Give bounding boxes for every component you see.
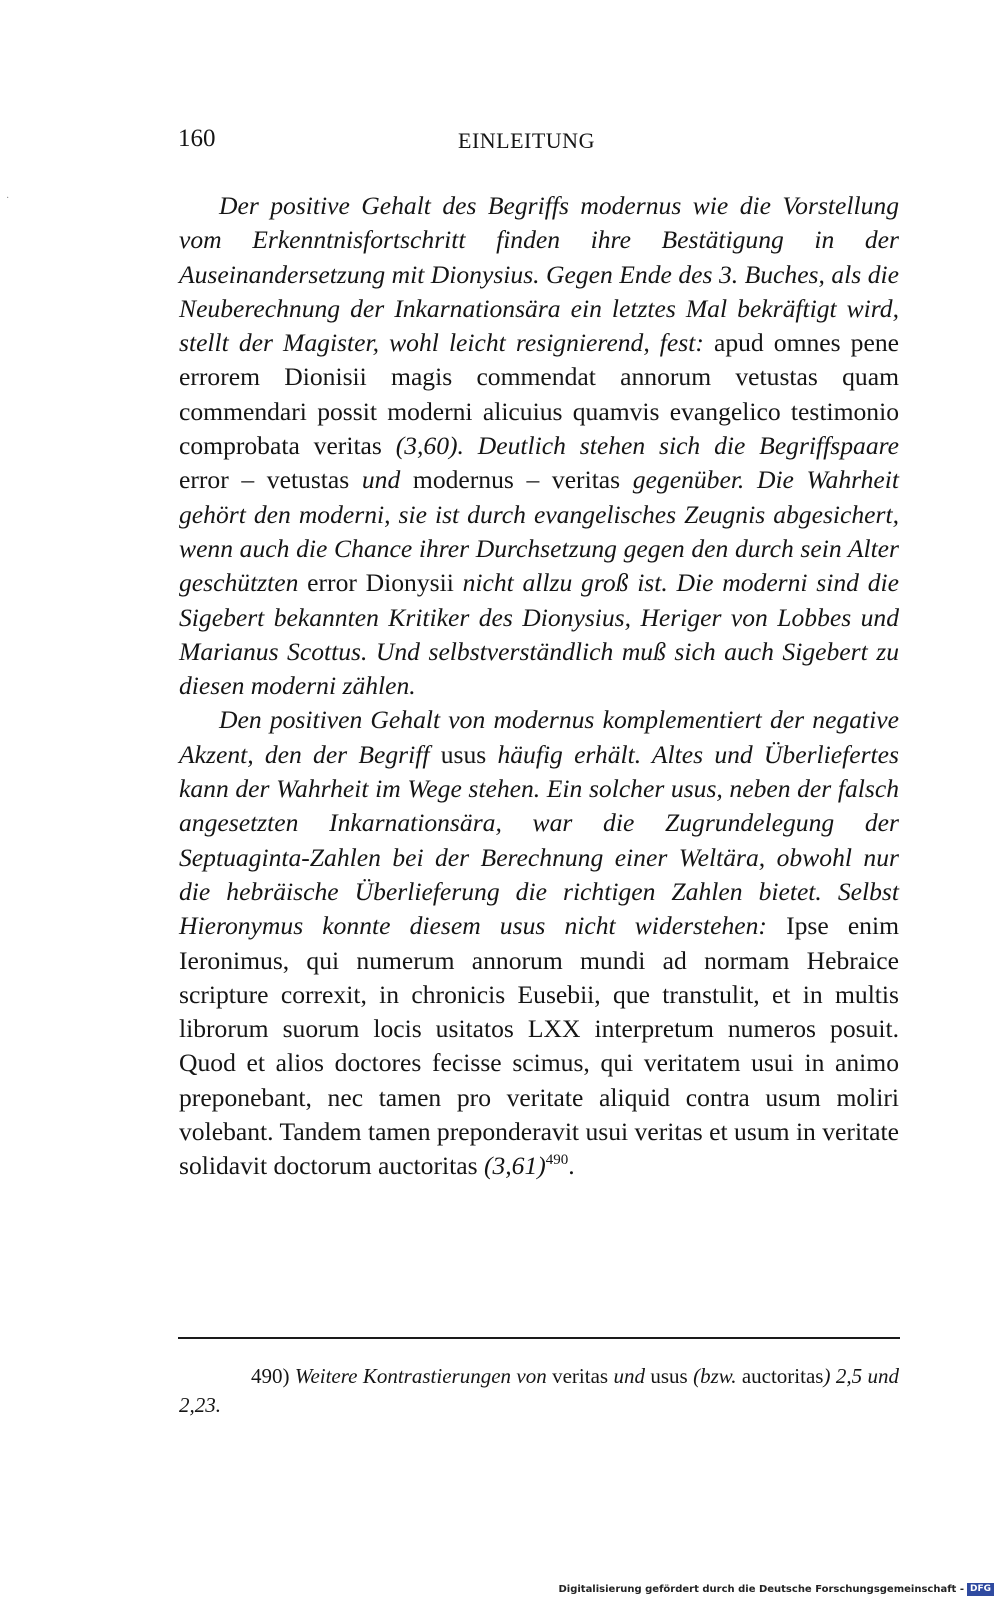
p1-text-1: Der positive Gehalt des Begriffs modernus wie die Vorstellung vom Erkenntnisfortschritt finden ihre Bestätigung in der Auseinandersetzung mit Dionysius. Gegen Ende des 3. Buches, als die Neuberechnung der Inkarnationsära ein letztes Mal bekräftigt wird, stellt der Magister, wohl leicht resignierend, fest: bbox=[179, 191, 899, 358]
body-text bbox=[179, 189, 899, 1184]
p1-text-4: gegenüber. Die Wahrheit gehört den moderni, sie ist durch evangelisches Zeugnis abgesichert, wenn auch die Chance ihrer Durchsetzung gegen den durch sein Alter geschützten bbox=[179, 465, 899, 598]
digitization-credit bbox=[558, 1582, 994, 1596]
page-header bbox=[178, 120, 900, 160]
p1-text-2: (3,60). Deutlich stehen sich die Begriffspaare bbox=[395, 431, 899, 461]
p1-text-5: nicht allzu groß ist. Die moderni sind die Sigebert bekannten Kritiker des Dionysius, Heriger von Lobbes und Marianus Scottus. Und selbstverständlich muß sich auch Sigebert zu diesen moderni zählen. bbox=[179, 568, 899, 701]
dfg-logo-icon: DFG bbox=[967, 1583, 994, 1596]
fn-text-3: (bzw. bbox=[693, 1364, 742, 1388]
fn-term-3: auctoritas bbox=[741, 1364, 824, 1388]
footnote-reference: 490 bbox=[545, 1152, 569, 1169]
p1-term-1: error – vetustas bbox=[179, 465, 362, 495]
p1-text-3: und bbox=[361, 465, 413, 495]
fn-term-2: usus bbox=[650, 1364, 694, 1388]
p1-quote-1: apud omnes pene errorem Dionisii magis commendat annorum vetustas quam commendari possit moderni alicuius quamvis evangelico testimonio comprobata veritas bbox=[179, 328, 899, 461]
credit-text: Digitalisierung gefördert durch die Deutsche Forschungsgemeinschaft - bbox=[558, 1583, 964, 1595]
paragraph-2 bbox=[179, 703, 899, 1183]
p2-term-1: usus bbox=[440, 739, 498, 769]
paragraph-1 bbox=[179, 189, 899, 703]
p2-text-1: Den positiven Gehalt von modernus komplementiert der negative Akzent, den der Begriff bbox=[179, 705, 899, 769]
running-head: EINLEITUNG bbox=[458, 128, 595, 153]
p1-term-2: modernus – veritas bbox=[412, 465, 633, 495]
footnote-divider bbox=[178, 1337, 900, 1339]
fn-text-2: und bbox=[613, 1364, 651, 1388]
p1-term-3: error Dionysii bbox=[307, 568, 463, 598]
footnote-490 bbox=[179, 1362, 899, 1420]
page-number: 160 bbox=[178, 125, 216, 152]
fn-term-1: veritas bbox=[552, 1364, 614, 1388]
p2-period: . bbox=[568, 1151, 575, 1181]
fn-text-4: ) 2,5 und 2,23. bbox=[179, 1364, 899, 1417]
scan-speck-mark: · bbox=[6, 193, 10, 204]
footnote-number: 490) bbox=[251, 1364, 295, 1388]
p2-quote-1: Ipse enim Ieronimus, qui numerum annorum mundi ad normam Hebraice scripture correxit, in chronicis Eusebii, que transtulit, et in multis librorum suorum locis usitatos LXX interpretum numeros posuit. Quod et alios doctores fecisse scimus, qui veritatem usui in animo preponebant, nec tamen pro veritate aliquid contra usum moliri volebant. Tandem tamen preponderavit usui veritas et usum in veritate solidavit doctorum auctoritas bbox=[179, 911, 899, 1181]
fn-text-1: Weitere Kontrastierungen von bbox=[294, 1364, 553, 1388]
p2-text-2: häufig erhält. Altes und Überliefertes kann der Wahrheit im Wege stehen. Ein solcher usus, neben der falsch angesetzten Inkarnationsära, war die Zugrundelegung der Septuaginta-Zahlen bei der Berechnung einer Weltära, obwohl nur die hebräische Überlieferung die richtigen Zahlen bietet. Selbst Hieronymus konnte diesem usus nicht widerstehen: bbox=[179, 739, 899, 941]
p2-citation: (3,61) bbox=[483, 1151, 546, 1181]
